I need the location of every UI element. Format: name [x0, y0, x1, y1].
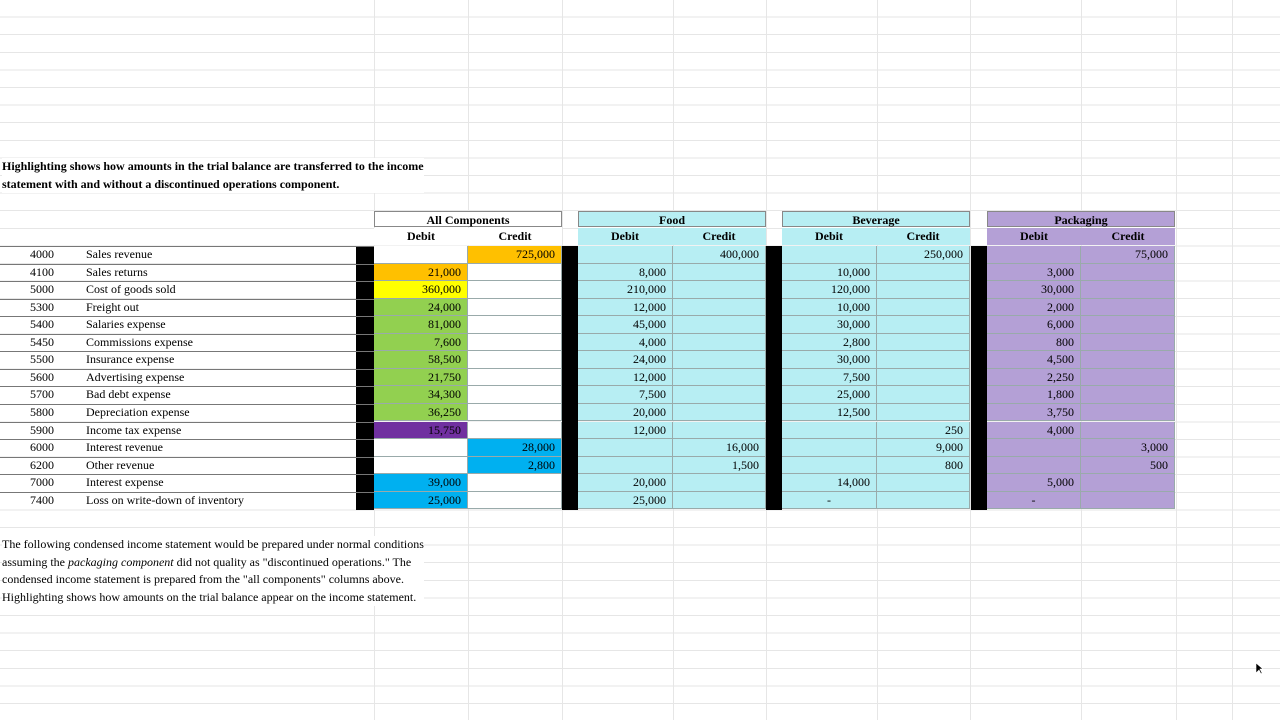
- credit-cell[interactable]: [673, 264, 766, 282]
- debit-cell[interactable]: 7,600: [374, 334, 468, 352]
- row-divider: [0, 474, 374, 475]
- mouse-cursor-icon: [1256, 663, 1264, 675]
- row-divider: [0, 281, 374, 282]
- debit-cell[interactable]: 4,000: [578, 334, 673, 352]
- credit-cell[interactable]: [1081, 351, 1175, 369]
- credit-cell[interactable]: [877, 264, 970, 282]
- table-row: [0, 351, 1176, 369]
- debit-cell[interactable]: 2,000: [987, 299, 1081, 317]
- credit-cell[interactable]: [1081, 369, 1175, 387]
- credit-cell[interactable]: 75,000: [1081, 246, 1175, 264]
- credit-cell[interactable]: 1,500: [673, 457, 766, 475]
- explanation-line-3: condensed income statement is prepared from the "all components" columns above.: [2, 572, 405, 586]
- credit-cell[interactable]: [877, 281, 970, 299]
- debit-cell[interactable]: 30,000: [782, 351, 877, 369]
- credit-cell[interactable]: 725,000: [468, 246, 562, 264]
- credit-cell[interactable]: 250,000: [877, 246, 970, 264]
- debit-cell[interactable]: 81,000: [374, 316, 468, 334]
- credit-cell[interactable]: 250: [877, 422, 970, 440]
- table-row: [0, 334, 1176, 352]
- account-number: 5300: [30, 299, 54, 314]
- row-divider: [0, 422, 374, 423]
- table-row: [0, 316, 1176, 334]
- debit-cell[interactable]: 800: [987, 334, 1081, 352]
- row-divider: [0, 264, 374, 265]
- debit-cell[interactable]: 3,000: [987, 264, 1081, 282]
- debit-cell[interactable]: 4,000: [987, 422, 1081, 440]
- debit-cell[interactable]: [578, 439, 673, 457]
- row-divider: [0, 246, 374, 247]
- debit-cell[interactable]: 7,500: [782, 369, 877, 387]
- debit-cell[interactable]: 34,300: [374, 386, 468, 404]
- subheader-debit: Debit: [782, 228, 876, 245]
- debit-cell[interactable]: 12,000: [578, 299, 673, 317]
- account-number: 5500: [30, 352, 54, 367]
- debit-cell[interactable]: 120,000: [782, 281, 877, 299]
- credit-cell[interactable]: [673, 299, 766, 317]
- credit-cell[interactable]: [1081, 299, 1175, 317]
- credit-cell[interactable]: [1081, 316, 1175, 334]
- credit-cell[interactable]: [877, 299, 970, 317]
- account-number: 7400: [30, 492, 54, 507]
- account-name: Sales revenue: [86, 247, 153, 261]
- debit-cell[interactable]: 39,000: [374, 474, 468, 492]
- debit-cell[interactable]: 36,250: [374, 404, 468, 422]
- debit-cell[interactable]: [578, 457, 673, 475]
- group-header-all-components: All Components: [374, 211, 562, 227]
- credit-cell[interactable]: [673, 369, 766, 387]
- debit-cell[interactable]: 12,000: [578, 369, 673, 387]
- credit-cell[interactable]: [877, 474, 970, 492]
- debit-cell[interactable]: [987, 457, 1081, 475]
- credit-cell[interactable]: [673, 422, 766, 440]
- debit-cell[interactable]: 15,750: [374, 422, 468, 440]
- intro-line-2: statement with and without a discontinued operations component.: [2, 176, 340, 191]
- debit-cell[interactable]: 210,000: [578, 281, 673, 299]
- credit-cell[interactable]: [673, 492, 766, 510]
- credit-cell[interactable]: [1081, 264, 1175, 282]
- credit-cell[interactable]: [468, 422, 562, 440]
- account-name: Loss on write-down of inventory: [86, 492, 244, 507]
- account-name: Interest revenue: [86, 440, 163, 455]
- account-number: 4000: [30, 247, 54, 261]
- credit-cell[interactable]: [1081, 281, 1175, 299]
- debit-cell[interactable]: 12,000: [578, 422, 673, 440]
- credit-cell[interactable]: [468, 404, 562, 422]
- debit-cell[interactable]: [987, 246, 1081, 264]
- group-header-packaging: Packaging: [987, 211, 1175, 227]
- debit-cell[interactable]: 14,000: [782, 474, 877, 492]
- subheader-debit: Debit: [578, 228, 672, 245]
- account-name: Sales returns: [86, 264, 148, 279]
- row-divider: [0, 299, 374, 300]
- credit-cell[interactable]: [468, 369, 562, 387]
- debit-cell[interactable]: [782, 422, 877, 440]
- credit-cell[interactable]: 16,000: [673, 439, 766, 457]
- group-header-food: Food: [578, 211, 766, 227]
- credit-cell[interactable]: [877, 386, 970, 404]
- account-number: 5400: [30, 317, 54, 332]
- explanation-line-1: The following condensed income statement would be prepared under normal conditions: [2, 537, 424, 551]
- account-name: Other revenue: [86, 457, 155, 472]
- credit-cell[interactable]: 28,000: [468, 439, 562, 457]
- row-divider: [0, 386, 374, 387]
- account-number: 5450: [30, 334, 54, 349]
- credit-cell[interactable]: [673, 404, 766, 422]
- debit-cell[interactable]: 58,500: [374, 351, 468, 369]
- credit-cell[interactable]: [1081, 474, 1175, 492]
- credit-cell[interactable]: 2,800: [468, 457, 562, 475]
- debit-cell[interactable]: -: [782, 492, 877, 510]
- row-divider: [0, 369, 374, 370]
- credit-cell[interactable]: [468, 474, 562, 492]
- debit-cell[interactable]: 1,800: [987, 386, 1081, 404]
- credit-cell[interactable]: [468, 299, 562, 317]
- row-divider: [0, 457, 374, 458]
- subheader-credit: Credit: [672, 228, 766, 245]
- explanation-note: [2, 536, 424, 606]
- credit-cell[interactable]: [877, 316, 970, 334]
- debit-cell[interactable]: 24,000: [374, 299, 468, 317]
- account-name: Income tax expense: [86, 422, 182, 437]
- debit-cell[interactable]: [782, 457, 877, 475]
- debit-cell[interactable]: 25,000: [782, 386, 877, 404]
- debit-cell[interactable]: 5,000: [987, 474, 1081, 492]
- account-number: 6200: [30, 457, 54, 472]
- row-divider: [0, 439, 374, 440]
- table-row: [0, 457, 1176, 475]
- table-row: [0, 404, 1176, 422]
- debit-cell[interactable]: 45,000: [578, 316, 673, 334]
- account-name: Cost of goods sold: [86, 282, 176, 297]
- account-name: Freight out: [86, 299, 139, 314]
- account-name: Interest expense: [86, 475, 164, 490]
- subheader-credit: Credit: [876, 228, 970, 245]
- debit-cell[interactable]: [374, 246, 468, 264]
- credit-cell[interactable]: [1081, 422, 1175, 440]
- group-header-beverage: Beverage: [782, 211, 970, 227]
- credit-cell[interactable]: [673, 474, 766, 492]
- debit-cell[interactable]: 21,750: [374, 369, 468, 387]
- credit-cell[interactable]: 500: [1081, 457, 1175, 475]
- credit-cell[interactable]: [468, 264, 562, 282]
- debit-cell[interactable]: 20,000: [578, 404, 673, 422]
- account-number: 7000: [30, 475, 54, 490]
- credit-cell[interactable]: [468, 351, 562, 369]
- debit-cell[interactable]: 24,000: [578, 351, 673, 369]
- debit-cell[interactable]: 2,800: [782, 334, 877, 352]
- debit-cell[interactable]: 12,500: [782, 404, 877, 422]
- explanation-line-2: assuming the packaging component did not quality as "discontinued operations." The: [2, 554, 412, 569]
- debit-cell[interactable]: 10,000: [782, 264, 877, 282]
- explanation-line-4: Highlighting shows how amounts on the trial balance appear on the income statement.: [2, 589, 417, 604]
- table-row: [0, 264, 1176, 282]
- credit-cell[interactable]: [673, 334, 766, 352]
- credit-cell[interactable]: [468, 386, 562, 404]
- account-number: 5600: [30, 369, 54, 384]
- debit-cell[interactable]: [782, 439, 877, 457]
- credit-cell[interactable]: [1081, 386, 1175, 404]
- row-divider: [0, 351, 374, 352]
- debit-cell[interactable]: 30,000: [782, 316, 877, 334]
- table-row: [0, 474, 1176, 492]
- debit-cell[interactable]: 4,500: [987, 351, 1081, 369]
- table-row: [0, 299, 1176, 317]
- subheader-credit: Credit: [468, 228, 562, 245]
- intro-line-1: Highlighting shows how amounts in the trial balance are transferred to the income: [2, 159, 424, 173]
- credit-cell[interactable]: [468, 281, 562, 299]
- debit-cell[interactable]: 8,000: [578, 264, 673, 282]
- subheader-debit: Debit: [987, 228, 1081, 245]
- debit-cell[interactable]: 20,000: [578, 474, 673, 492]
- credit-cell[interactable]: [877, 492, 970, 510]
- table-row: [0, 422, 1176, 440]
- table-row: [0, 246, 1176, 264]
- credit-cell[interactable]: [468, 334, 562, 352]
- debit-cell[interactable]: 21,000: [374, 264, 468, 282]
- account-number: 5800: [30, 404, 54, 419]
- credit-cell[interactable]: 9,000: [877, 439, 970, 457]
- debit-cell[interactable]: 10,000: [782, 299, 877, 317]
- debit-cell[interactable]: 25,000: [374, 492, 468, 510]
- account-name: Salaries expense: [86, 317, 166, 332]
- credit-cell[interactable]: 400,000: [673, 246, 766, 264]
- debit-cell[interactable]: 30,000: [987, 281, 1081, 299]
- account-name: Bad debt expense: [86, 387, 171, 402]
- credit-cell[interactable]: [468, 492, 562, 510]
- table-row: [0, 386, 1176, 404]
- debit-cell[interactable]: [987, 439, 1081, 457]
- credit-cell[interactable]: [1081, 492, 1175, 510]
- debit-cell[interactable]: 3,750: [987, 404, 1081, 422]
- subheader-credit: Credit: [1081, 228, 1175, 245]
- table-row: [0, 281, 1176, 299]
- account-name: Insurance expense: [86, 352, 175, 367]
- account-number: 5000: [30, 282, 54, 297]
- debit-cell[interactable]: 2,250: [987, 369, 1081, 387]
- account-number: 6000: [30, 440, 54, 455]
- debit-cell[interactable]: 360,000: [374, 281, 468, 299]
- credit-cell[interactable]: [673, 351, 766, 369]
- table-row: [0, 492, 1176, 510]
- debit-cell[interactable]: [578, 246, 673, 264]
- account-number: 4100: [30, 264, 54, 279]
- debit-cell[interactable]: 25,000: [578, 492, 673, 510]
- table-row: [0, 439, 1176, 457]
- credit-cell[interactable]: [673, 281, 766, 299]
- debit-cell[interactable]: [782, 246, 877, 264]
- credit-cell[interactable]: [673, 386, 766, 404]
- credit-cell[interactable]: [468, 316, 562, 334]
- credit-cell[interactable]: [1081, 334, 1175, 352]
- debit-cell[interactable]: -: [987, 492, 1081, 510]
- row-divider: [0, 316, 374, 317]
- debit-cell[interactable]: 7,500: [578, 386, 673, 404]
- credit-cell[interactable]: [1081, 404, 1175, 422]
- intro-note: [2, 158, 424, 193]
- account-name: Commissions expense: [86, 334, 193, 349]
- account-name: Advertising expense: [86, 369, 185, 384]
- subheader-debit: Debit: [374, 228, 468, 245]
- account-number: 5900: [30, 422, 54, 437]
- credit-cell[interactable]: [877, 351, 970, 369]
- credit-cell[interactable]: 3,000: [1081, 439, 1175, 457]
- debit-cell[interactable]: 6,000: [987, 316, 1081, 334]
- debit-cell[interactable]: [374, 457, 468, 475]
- credit-cell[interactable]: 800: [877, 457, 970, 475]
- credit-cell[interactable]: [877, 404, 970, 422]
- credit-cell[interactable]: [877, 369, 970, 387]
- account-number: 5700: [30, 387, 54, 402]
- debit-cell[interactable]: [374, 439, 468, 457]
- account-name: Depreciation expense: [86, 404, 190, 419]
- credit-cell[interactable]: [673, 316, 766, 334]
- table-row: [0, 369, 1176, 387]
- credit-cell[interactable]: [877, 334, 970, 352]
